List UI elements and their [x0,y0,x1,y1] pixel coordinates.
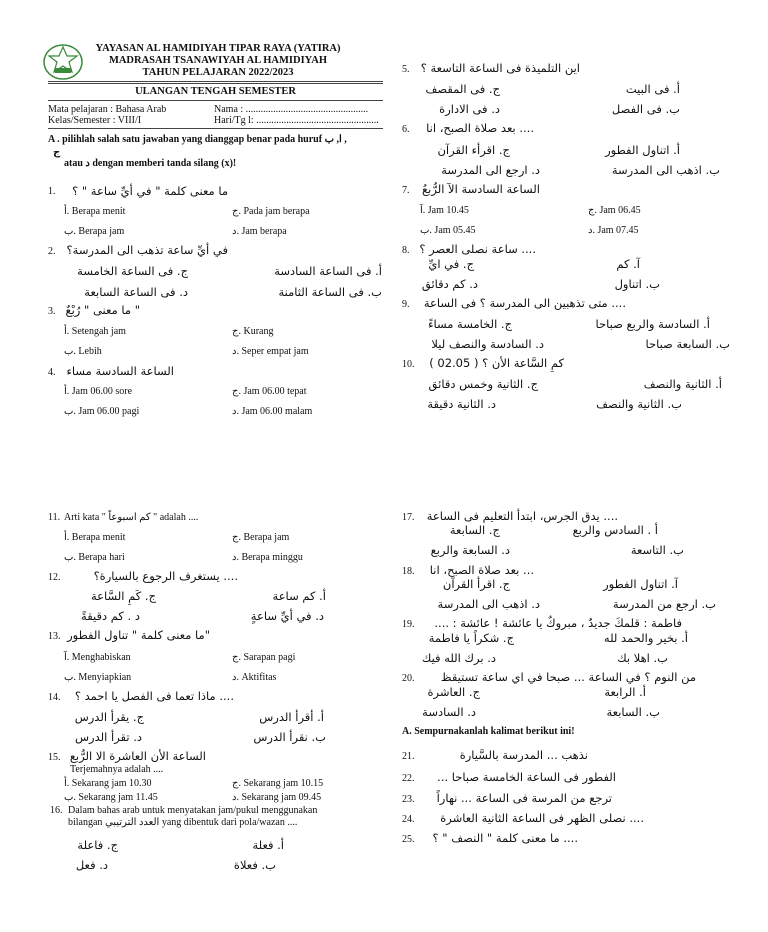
option-b[interactable]: ب. السابعة [606,705,660,719]
instruction-letter: ج [53,147,61,158]
option-d[interactable]: د. فى الادارة [439,102,500,116]
option-b[interactable]: ب. فى الساعة الثامنة [278,285,382,299]
essay-text: .... نصلى الظهر فى الساعة الثانية العاشرة [440,811,644,825]
option-c[interactable]: ج. Jam 06.45 [588,205,641,216]
question-text: Arti kata " كم اسبوعاً " adalah .... [64,512,199,523]
option-b[interactable]: ب. فى الفصل [611,102,680,116]
header-divider [48,128,383,129]
option-d[interactable]: د. Jam 06.00 malam [232,406,313,417]
option-c[interactable]: ج. Pada jam berapa [232,206,310,217]
question-text: .... متى تذهبين الى المدرسة ؟ فى الساعة [423,296,626,310]
question-text: .... يستغرف الرجوع بالسيارة؟ [93,569,238,583]
option-d[interactable]: د. ارجع الى المدرسة [441,163,540,177]
option-d[interactable]: د. Jam berapa [232,226,287,237]
essay-text: ترجع من المرسة فى الساعة ... نهاراً [436,791,612,805]
question-number: 10. [402,359,415,370]
question-number: 14. [48,692,61,703]
option-a[interactable]: أ. كم ساعة [272,589,326,603]
option-d[interactable]: د. الثانية دقيقة [427,397,496,411]
option-c[interactable]: ج. في ايِّ [428,257,474,271]
option-a[interactable]: أ . السادس والربع [572,523,658,537]
option-a[interactable]: آ. اتناول الفطور [603,577,678,591]
section-b-title: A. Sempurnakanlah kalimat berikut ini! [402,726,575,737]
question-text: الساعة السادسة الآ الرُّبعُ [422,182,540,196]
question-text: .... ساعة نصلى العصر ؟ [419,242,536,256]
header-foundation: YAYASAN AL HAMIDIYAH TIPAR RAYA (YATIRA) [95,43,341,54]
header-divider [48,100,383,101]
option-b[interactable]: ب. Jam 06.00 pagi [64,406,140,417]
question-number: 8. [402,245,410,256]
option-a[interactable]: أ. فى البيت [625,82,680,96]
option-b[interactable]: ب. اتناول [614,277,660,291]
option-d[interactable]: د. Sekarang jam 09.45 [232,792,322,803]
question-number: 3. [48,306,56,317]
question-number: 24. [402,814,415,825]
option-c[interactable]: ج. السابعة [449,523,500,537]
question-text: .... ماذا تعما فى الفصل يا احمد ؟ [74,689,234,703]
question-number: 1. [48,186,56,197]
header-year: TAHUN PELAJARAN 2022/2023 [142,67,294,78]
question-text: من النوم ؟ في الساعة ... صبحا في اي ساعة تستيقظ [440,670,696,684]
option-c[interactable]: ج. الخامسة مساءً [428,317,512,331]
option-b[interactable]: ب. اذهب الى المدرسة [611,163,720,177]
option-d[interactable]: د. تقرأ الدرس [75,730,142,744]
option-b[interactable]: ب. فعلاة [233,858,276,872]
question-text: "ما معنى كلمة " تناول الفطور [67,628,210,642]
school-logo [42,42,84,82]
question-text: في أيِّ ساعة تذهب الى المدرسة؟ [66,243,228,257]
question-number: 2. [48,246,56,257]
name-field: Nama : ................................................. [214,104,369,115]
question-text: كمِ السَّاعة الأن ؟ ( 02.05 ) [429,356,564,370]
option-d[interactable]: د. برك الله فيك [421,651,496,665]
option-c[interactable]: ج. فاعلة [77,838,118,852]
question-number: 21. [402,751,415,762]
option-d[interactable]: د. السادسة والنصف ليلا [431,337,544,351]
option-a[interactable]: آ. Menghabiskan [64,652,131,663]
option-d[interactable]: د. اذهب الى المدرسة [437,597,540,611]
option-a[interactable]: أ. الرابعة [604,685,646,699]
option-c[interactable]: ج. العاشرة [427,685,480,699]
question-number: 7. [402,185,410,196]
option-b[interactable]: ب. ارجع من المدرسة [612,597,716,611]
class-label: Kelas/Semester : VIII/I [48,115,142,126]
question-text: ما معنى كلمة " في أيِّ ساعة " ؟ [72,184,228,198]
instruction-line-2: atau د dengan memberi tanda silang (x)! [64,158,237,169]
question-text: .... بعد صلاة الصبح، انا [426,121,534,135]
option-d[interactable]: د. Jam 07.45 [588,225,639,236]
question-text: " ما معنى " رُبْعٌ [65,303,140,317]
option-b[interactable]: د. في أيِّ ساعةٍ [250,609,324,623]
option-b[interactable]: ب. الثانية والنصف [596,397,682,411]
question-text: الساعة السادسة مساء [66,364,174,378]
question-number: 11. [48,512,61,523]
option-d[interactable]: د. السادسة [422,705,476,719]
question-number: 9. [402,299,410,310]
option-a[interactable]: أ. السادسة والربع صباحا [595,317,710,331]
option-c[interactable]: ج. كَمِ السَّاعة [90,589,156,603]
option-a[interactable]: أ. الثانية والنصف [643,377,722,391]
question-number: 5. [402,64,410,75]
option-b[interactable]: ب. اهلا بك [617,651,668,665]
option-a[interactable]: أ. Berapa menit [64,532,126,543]
question-text: bilangan العدد الترتيبي yang dibentuk dari pola/wazan .... [68,817,298,828]
header-divider [48,83,383,84]
option-a[interactable]: أ. فى الساعة السادسة [274,264,382,278]
option-b[interactable]: ب. Lebih [64,346,102,357]
option-b[interactable]: ب. التاسعة [630,543,684,557]
question-subtext: Terjemahnya adalah .... [70,764,164,775]
option-a[interactable]: أ. Berapa menit [64,206,126,217]
option-b[interactable]: ب. Berapa jam [64,226,125,237]
question-number: 23. [402,794,415,805]
option-d[interactable]: د. Aktifitas [232,672,277,683]
option-d[interactable]: د. فعل [75,858,108,872]
option-c[interactable]: ج. يقرأ الدرس [74,710,144,724]
option-a[interactable]: أ. بخير والحمد لله [603,631,688,645]
option-b[interactable]: ب. السابعة صباحا [645,337,730,351]
option-c[interactable]: ج. الثانية وخمس دقائق [428,377,538,391]
header-school: MADRASAH TSANAWIYAH AL HAMIDIYAH [108,55,328,66]
essay-text: .... ما معنى كلمة " النصف " ؟ [432,831,578,845]
option-a[interactable]: أ. أقرأ الدرس [259,710,324,724]
question-number: 19. [402,619,415,630]
question-number: 17. [402,512,415,523]
option-a[interactable]: أ. Sekarang jam 10.30 [64,778,152,789]
option-d[interactable]: د. فى الساعة السابعة [84,285,188,299]
option-c[interactable]: ج. Kurang [232,326,274,337]
option-d[interactable]: د. Seper empat jam [232,346,309,357]
option-b[interactable]: ب. نقرأ الدرس [253,730,326,744]
question-number: 25. [402,834,415,845]
question-number: 16. [50,805,63,816]
option-c[interactable]: ج. فى المقصف [425,82,500,96]
option-a[interactable]: أ. Setengah jam [64,326,126,337]
question-number: 6. [402,124,410,135]
question-number: 4. [48,367,56,378]
question-number: 18. [402,566,415,577]
option-a[interactable]: آ. Jam 10.45 [420,205,469,216]
option-a[interactable]: أ. اتناول الفطور [605,143,680,157]
header-divider [48,81,383,82]
option-c[interactable]: ج. Berapa jam [232,532,290,543]
subject-label: Mata pelajaran : Bahasa Arab [48,104,167,115]
option-b[interactable]: ب. Berapa hari [64,552,125,563]
option-c[interactable]: ج. شكراً يا فاطمة [428,631,514,645]
option-a[interactable]: أ. Jam 06.00 sore [64,386,133,397]
option-a[interactable]: أ. فعلة [252,838,284,852]
question-number: 15. [48,752,61,763]
question-text: .... يدق الجرس، ابتدأ التعليم فى الساعة [426,509,618,523]
option-c[interactable]: ج. اقرأ القرآن [442,577,510,591]
option-d[interactable]: د. كم دقائق [421,277,478,291]
question-number: 20. [402,673,415,684]
question-number: 13. [48,631,61,642]
option-d[interactable]: د. السابعة والربع [430,543,510,557]
question-number: 12. [48,572,61,583]
option-a[interactable]: آ. كم [616,257,640,271]
essay-text: الفطور فى الساعة الخامسة صباحا ... [437,770,616,784]
essay-text: نذهب ... المدرسة بالسَّيارة [459,748,588,762]
option-c[interactable]: ج. Jam 06.00 tepat [232,386,307,397]
option-c[interactable]: ج. Sarapan pagi [232,652,296,663]
question-text: Dalam bahas arab untuk menyatakan jam/pukul menggunakan [68,805,318,816]
date-field: Hari/Tg l: ................................................. [214,115,379,126]
question-text: ... بعد صلاة الصبح، انا [429,563,534,577]
option-b[interactable]: ب. Jam 05.45 [420,225,476,236]
option-d[interactable]: د. Berapa minggu [232,552,303,563]
exam-title: ULANGAN TENGAH SEMESTER [135,86,296,97]
question-text: الساعة الأن العاشرة الا الرُّبع [69,749,206,763]
option-c[interactable]: ج. فى الساعة الخامسة [77,264,188,278]
option-c[interactable]: ج. اقرأء القرآن [437,143,510,157]
option-b[interactable]: ب. Sekarang jam 11.45 [64,792,158,803]
question-number: 22. [402,773,415,784]
instruction-line-1: A . pilihlah salah satu jawaban yang dianggap benar pada huruf ا, ب , [48,134,347,145]
option-c[interactable]: ج. Sekarang jam 10.15 [232,778,324,789]
option-b[interactable]: ب. Menyiapkian [64,672,132,683]
option-d[interactable]: د . كم دقيقةً [81,609,140,623]
question-text: اين التلميذة فى الساعة التاسعة ؟ [420,61,580,75]
question-text: فاطمة : قلمكَ جديدٌ ، مبروكٌ يا عائشة ! عائشة : .... [434,616,682,630]
